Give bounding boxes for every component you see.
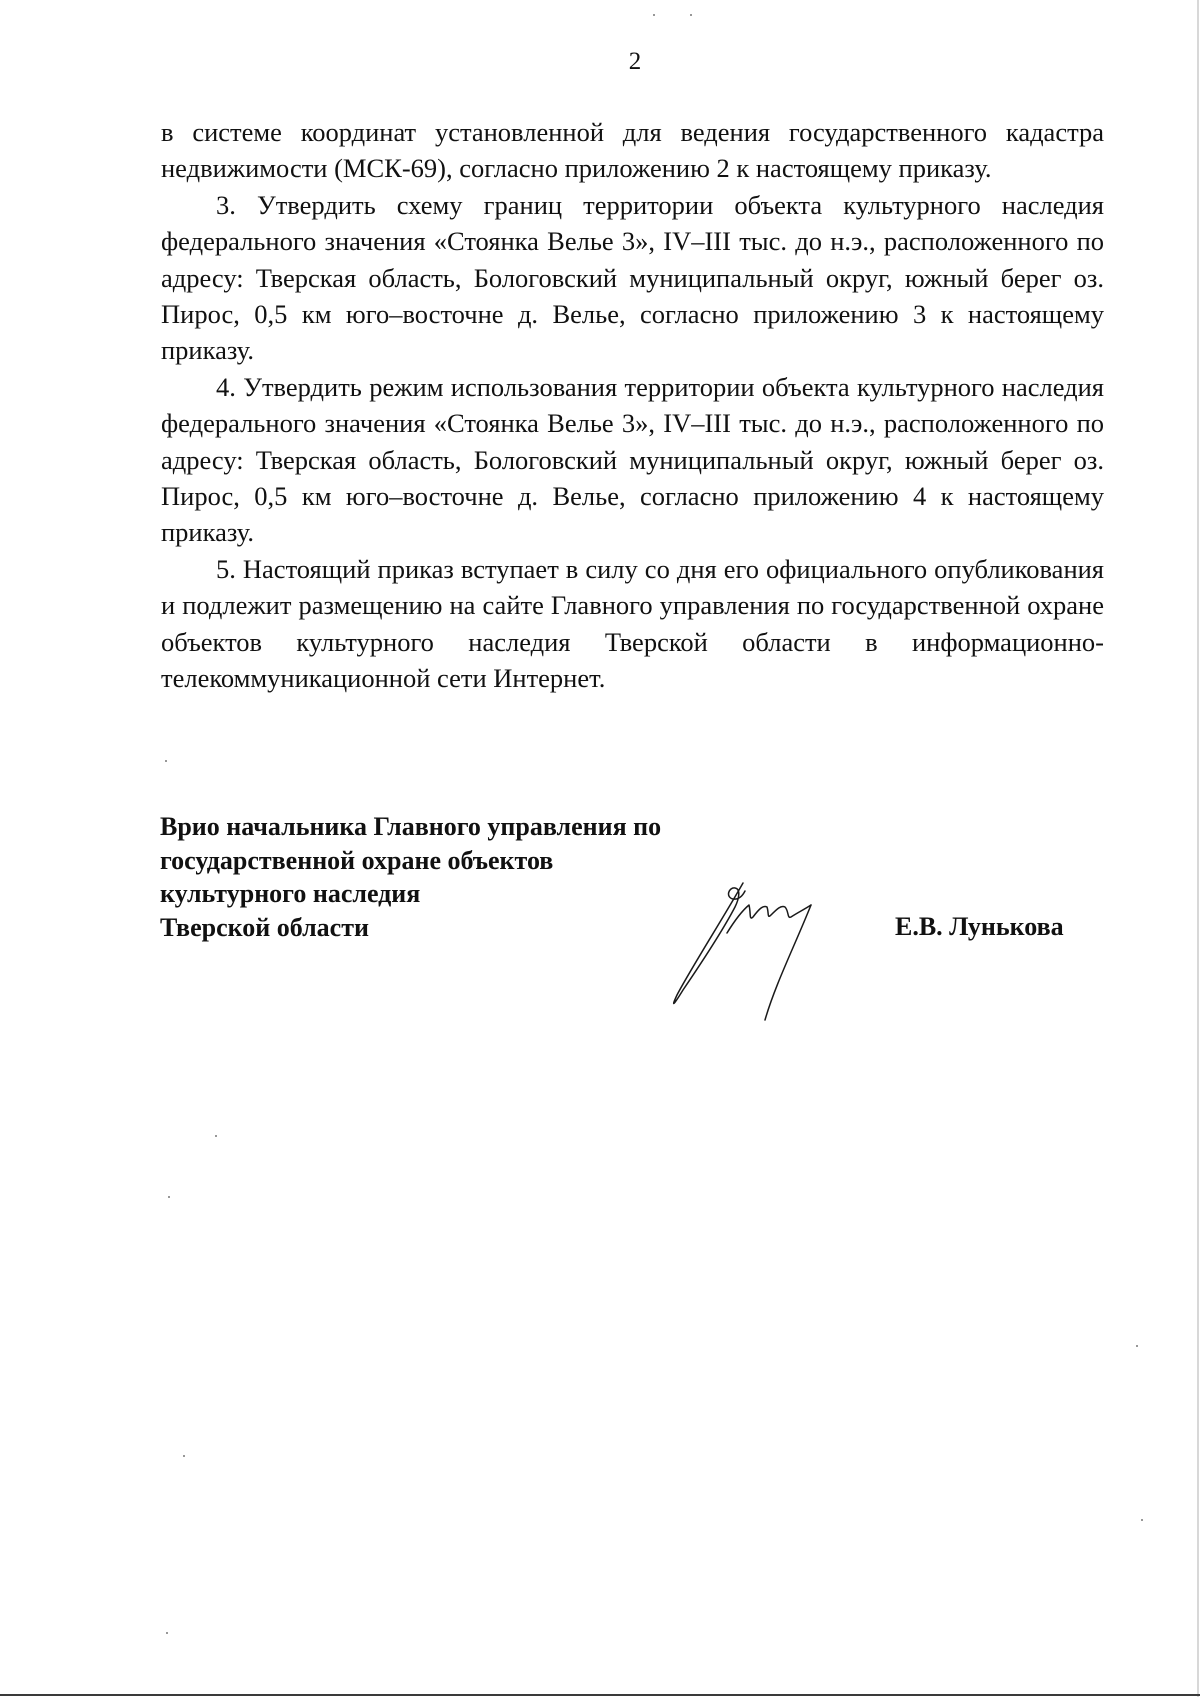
page-number: 2 xyxy=(628,48,642,75)
scan-speck xyxy=(1136,1345,1138,1347)
scan-speck xyxy=(215,1135,217,1137)
scan-speck xyxy=(1141,1519,1143,1521)
paragraph-item-3: 3. Утвердить схему границ территории объекта культурного наследия федерального значения «Стоянка Велье 3», IV–III тыс. до н.э., расположенного по адресу: Тверская область, Бологовский муниципальный округ, южный берег оз. Пирос, 0,5 км юго–восточне д. Велье, согласно приложению 3 к настоящему приказу. xyxy=(161,189,1104,366)
scan-speck xyxy=(168,1196,170,1198)
paragraph-item-4: 4. Утвердить режим использования территории объекта культурного наследия федерального значения «Стоянка Велье 3», IV–III тыс. до н.э., расположенного по адресу: Тверская область, Бологовский муниципальный округ, южный берег оз. Пирос, 0,5 км юго–восточне д. Велье, согласно приложению 4 к настоящему приказу. xyxy=(161,371,1104,548)
scan-speck xyxy=(690,14,692,16)
scan-border-right xyxy=(1197,0,1199,1697)
signatory-title xyxy=(160,810,661,944)
paragraph-item-5: 5. Настоящий приказ вступает в силу со дня его официального опубликования и подлежит размещению на сайте Главного управления по государственной охране объектов культурного наследия Тверской области в информационно-телекоммуникационной сети Интернет. xyxy=(161,553,1104,694)
signatory-name: Е.В. Лунькова xyxy=(895,912,1064,941)
handwritten-signature xyxy=(665,875,855,1035)
signatory-title-line: Тверской области xyxy=(160,912,369,942)
scan-speck xyxy=(183,1455,185,1457)
scan-speck xyxy=(165,760,167,762)
scan-border-bottom xyxy=(0,1694,1200,1696)
scan-speck xyxy=(653,14,655,16)
signatory-title-line: государственной охране объектов xyxy=(160,845,554,875)
paragraph-continuation: в системе координат установленной для ведения государственного кадастра недвижимости (МСК-69), согласно приложению 2 к настоящему приказу. xyxy=(161,117,1104,184)
scan-speck xyxy=(166,1632,168,1634)
signatory-title-line: Врио начальника Главного управления по xyxy=(160,812,662,841)
signatory-title-line: культурного наследия xyxy=(160,879,421,908)
order-text xyxy=(161,114,1104,697)
